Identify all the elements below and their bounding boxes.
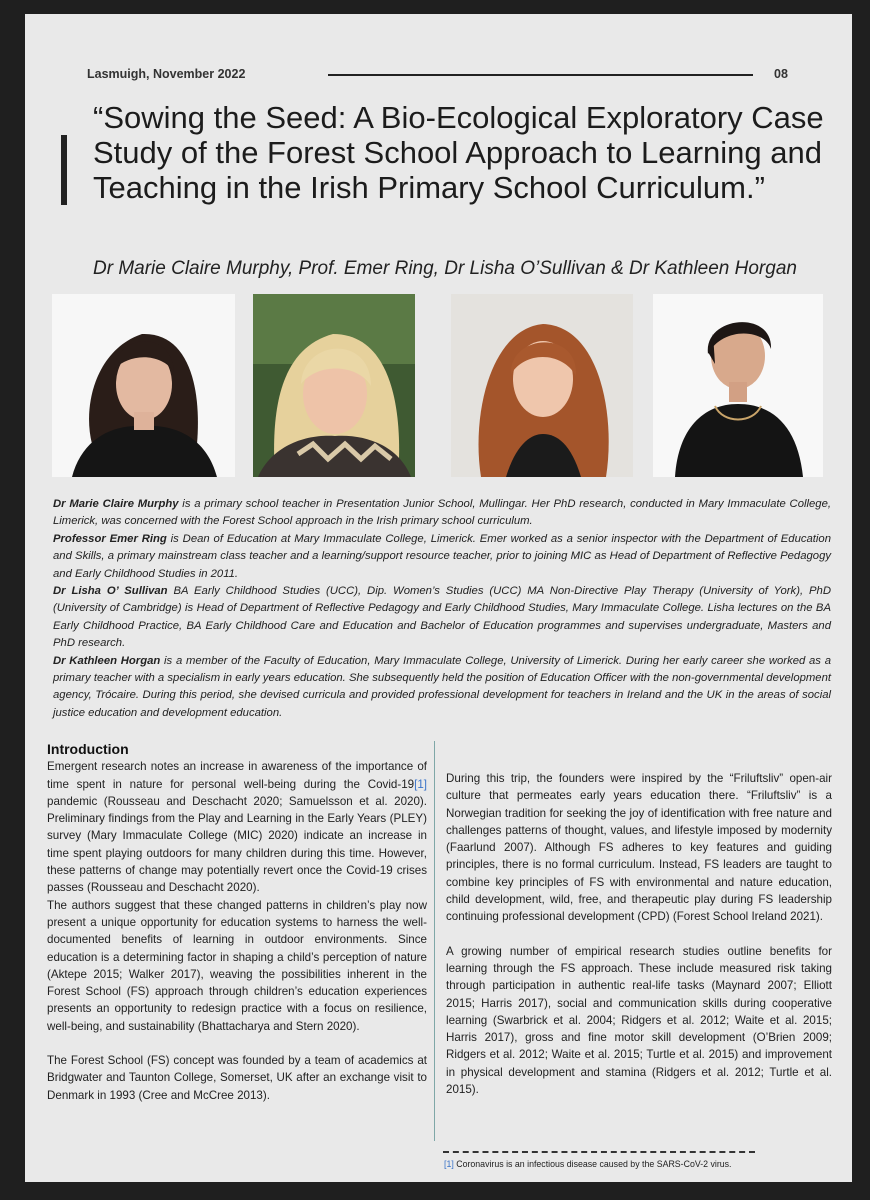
body-column-left bbox=[47, 741, 427, 1104]
footnote-text: Coronavirus is an infectious disease caused by the SARS-CoV-2 virus. bbox=[453, 1159, 732, 1169]
page-number: 08 bbox=[774, 67, 788, 81]
title-accent-bar bbox=[61, 135, 67, 205]
issue-date: Lasmuigh, November 2022 bbox=[87, 67, 246, 81]
introduction-heading: Introduction bbox=[47, 741, 129, 757]
bio-ring bbox=[53, 531, 831, 583]
author-photo-murphy bbox=[52, 294, 235, 477]
author-bios bbox=[53, 496, 831, 722]
bio-name: Dr Marie Claire Murphy bbox=[53, 498, 179, 510]
bio-text: is a primary school teacher in Presentation Junior School, Mullingar. Her PhD research, conducted in Mary Immaculate College, Limerick, was concerned with the Forest School approach in the Irish primary school curriculum. bbox=[53, 498, 832, 528]
bio-osullivan bbox=[53, 583, 831, 653]
footnote-link[interactable]: [1] bbox=[414, 777, 427, 791]
author-photo-horgan bbox=[653, 294, 823, 477]
bio-text: BA Early Childhood Studies (UCC), Dip. Women’s Studies (UCC) MA Non-Directive Play Therapy (University of York), PhD (University of Cambridge) is Head of Department of Reflective Pedagogy and Early Childhood Studies, Mary Immaculate College. Lisha lectures on the BA Early Childhood Practice, BA Early Childhood Care and Education and Bachelor of Education programmes and supervises undergraduate, Masters and PhD research. bbox=[53, 585, 831, 650]
author-photo-osullivan bbox=[451, 294, 633, 477]
paragraph bbox=[47, 758, 427, 896]
column-divider bbox=[434, 741, 435, 1141]
paragraph-text: pandemic (Rousseau and Deschacht 2020; Samuelsson et al. 2020). Preliminary findings from the Play and Learning in the Early Years (PLEY) survey (Mary Immaculate College (MIC) 2020) indicate an increase in time spent playing outdoors for many children during this time. However, these patterns of change may potentially revert once the Covid-19 crises passes (Rousseau and Deschacht 2020). bbox=[47, 794, 427, 895]
bio-text: is Dean of Education at Mary Immaculate College, Limerick. Emer worked as a senior inspector with the Department of Education and Skills, a primary mainstream class teacher and a learning/support resource teacher, prior to joining MIC as Head of Department of Reflective Pedagogy and Early Childhood Studies in 2011. bbox=[53, 532, 831, 580]
bio-name: Dr Lisha O’ Sullivan bbox=[53, 585, 168, 598]
header-rule bbox=[328, 74, 753, 76]
bio-name: Dr Kathleen Horgan bbox=[53, 654, 161, 667]
bio-horgan bbox=[53, 653, 831, 723]
footnote bbox=[444, 1159, 732, 1169]
paragraph: The Forest School (FS) concept was founded by a team of academics at Bridgwater and Taunton College, Somerset, UK after an exchange visit to Denmark in 1993 (Cree and McCree 2013). bbox=[47, 1054, 427, 1102]
author-photo-ring bbox=[253, 294, 415, 477]
footnote-rule bbox=[443, 1151, 755, 1153]
paragraph-text: Emergent research notes an increase in awareness of the importance of time spent in nature for personal well-being during the Covid-19 bbox=[47, 760, 427, 791]
paragraph: During this trip, the founders were inspired by the “Friluftsliv” open-air culture that permeates early years education there. “Friluftsliv” is a Norwegian tradition for seeking the joy of identification with free nature and challenges patterns of thought, values, and lifestyle imposed by modernity (Faarlund 2007). Although FS adheres to key features and guiding principles, there is no formal curriculum. Instead, FS leaders are taught to combine key principles of FS with environmental and nature education, child development, wild, free, and therapeutic play during FS leadership continuing professional development (CPD) (Forest School Ireland 2021). bbox=[446, 772, 832, 924]
article-title: “Sowing the Seed: A Bio-Ecological Exploratory Case Study of the Forest School Approach to Learning and Teaching in the Irish Primary School Curriculum.” bbox=[93, 100, 824, 205]
bio-name: Professor Emer Ring bbox=[53, 532, 167, 545]
paragraph: The authors suggest that these changed patterns in children’s play now present a unique opportunity for education systems to harness the well-documented benefits of learning in outdoor environments. Since education is a determining factor in shaping a child’s perception of nature (Aktepe 2015; Walker 2017), weaving the possibilities inherent in the Forest School (FS) approach through children’s education experiences presents an opportunity to redesign practice with a focus on resilience, well-being, and sustainability (Bhattacharya and Stern 2020). bbox=[47, 898, 427, 1033]
bio-text: is a member of the Faculty of Education, Mary Immaculate College, University of Limerick. During her early career she worked as a primary teacher with a specialism in early years education. She subsequently held the position of Education Officer with the non-governmental development agency, Trócaire. During this period, she devised curricula and provided professional development for teachers in Ireland and the UK in the areas of social justice education and development education. bbox=[53, 654, 831, 719]
page bbox=[25, 14, 852, 1182]
footnote-number[interactable]: [1] bbox=[444, 1159, 454, 1169]
bio-murphy bbox=[53, 496, 831, 531]
paragraph: A growing number of empirical research studies outline benefits for learning through the FS approach. These include measured risk taking through participation in authentic real-life tasks (Maynard 2007; Elliott 2015; Harris 2017), social and communication skills during cooperative learning (Swarbrick et al. 2004; Ridgers et al. 2012; Waite et al. 2015; Harris 2017), gross and fine motor skill development (O’Brien 2009; Ridgers et al. 2012; Waite et al. 2015; Turtle et al. 2015) and improvement in physical development and stamina (Ridgers et al. 2012; Turtle et al. 2015). bbox=[446, 944, 832, 1097]
article-authors: Dr Marie Claire Murphy, Prof. Emer Ring, Dr Lisha O’Sullivan & Dr Kathleen Horgan bbox=[93, 258, 797, 279]
body-column-right bbox=[446, 770, 832, 1098]
